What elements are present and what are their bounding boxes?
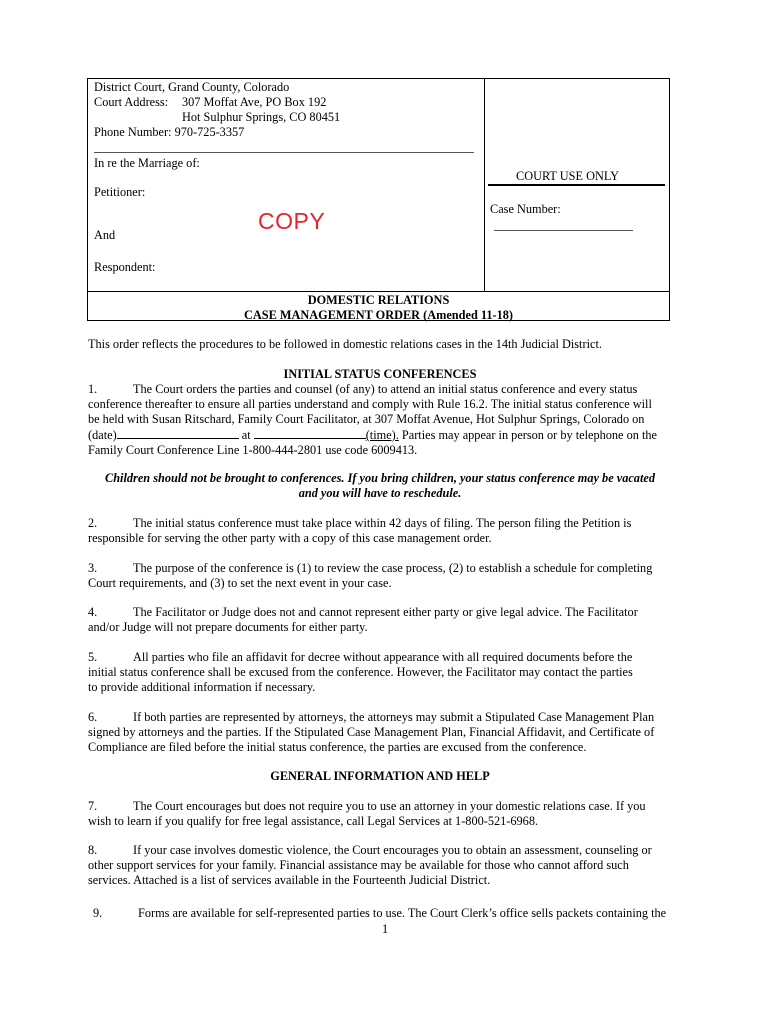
paragraph-1: 1. The Court orders the parties and counsel (of any) to attend an initial status conference and every status conference thereafter to ensure all parties understand and comply with Rule 16.2. The initial status conference will be held with Susan Ritschard, Family Court Facilitator, at 307 Moffat Avenue, Hot Sulphur Springs, Colorado on (date) at (time). Parties may appear in person or by telephone on the Family Court Conference Line 1-800-444-2801 use code 6009413.	[88, 382, 657, 457]
intro-paragraph: This order reflects the procedures to be followed in domestic relations cases in the 14th Judicial District.	[88, 337, 602, 351]
order-title-line1: DOMESTIC RELATIONS	[307, 293, 450, 307]
paragraph-9: 9. Forms are available for self-represented parties to use. The Court Clerk’s office sells packets containing the	[93, 906, 667, 920]
and-label: And	[94, 228, 116, 242]
paragraph-number: 1.	[88, 382, 98, 396]
court-phone: Phone Number: 970-725-3357	[94, 125, 245, 139]
paragraph-5: 5. All parties who file an affidavit for decree without appearance with all required documents before the initial status conference shall be excused from the conference. However, the Facilitator may contact the parties to provide additional information if necessary.	[88, 650, 633, 694]
case-number-blank	[494, 230, 633, 231]
order-title-block	[88, 291, 669, 321]
in-re-marriage-label: In re the Marriage of:	[94, 156, 200, 170]
court-use-only-label: COURT USE ONLY	[516, 169, 620, 183]
copy-stamp: COPY	[258, 208, 326, 234]
caption-divider	[94, 152, 474, 153]
paragraph-2: 2. The initial status conference must take place within 42 days of filing. The person filing the Petition is responsible for serving the other party with a copy of this case management order.	[88, 516, 632, 545]
time-blank	[254, 427, 366, 439]
court-address-line2: Hot Sulphur Springs, CO 80451	[182, 110, 341, 124]
court-name: District Court, Grand County, Colorado	[94, 80, 290, 94]
case-caption-box	[87, 78, 670, 321]
court-use-only-rule	[488, 184, 665, 186]
page-number: 1	[382, 922, 389, 936]
order-title-line2: CASE MANAGEMENT ORDER (Amended 11-18)	[244, 308, 513, 322]
section-heading-initial-status: INITIAL STATUS CONFERENCES	[283, 367, 477, 381]
paragraph-4: 4. The Facilitator or Judge does not and cannot represent either party or give legal advice. The Facilitator and/or Judge will not prepare documents for either party.	[88, 605, 638, 634]
court-address-label: Court Address:	[94, 95, 169, 109]
paragraph-3: 3. The purpose of the conference is (1) to review the case process, (2) to establish a schedule for completing Court requirements, and (3) to set the next event in your case.	[88, 561, 653, 590]
case-number-label: Case Number:	[490, 202, 561, 216]
court-address-line1: 307 Moffat Ave, PO Box 192	[182, 95, 327, 109]
paragraph-7: 7. The Court encourages but does not require you to use an attorney in your domestic relations case. If you wish to learn if you qualify for free legal assistance, call Legal Services at 1-800-521-6968.	[88, 799, 646, 828]
date-blank	[117, 427, 239, 439]
paragraph-6: 6. If both parties are represented by attorneys, the attorneys may submit a Stipulated Case Management Plan signed by attorneys and the parties. If the Stipulated Case Management Plan, Financial Affidavit, and Certificate of Compliance are filed before the initial status conference, the parties are excused from the conference.	[88, 710, 655, 754]
respondent-label: Respondent:	[94, 260, 156, 274]
paragraph-8: 8. If your case involves domestic violence, the Court encourages you to obtain an assessment, counseling or other support services for your family. Financial assistance may be available for those who cannot afford such services. Attached is a list of services available in the Fourteenth Judicial District.	[88, 843, 652, 887]
section-heading-general-info: GENERAL INFORMATION AND HELP	[270, 769, 490, 783]
petitioner-label: Petitioner:	[94, 185, 146, 199]
children-warning: Children should not be brought to conferences. If you bring children, your status conference may be vacated and you will have to reschedule.	[105, 471, 655, 500]
